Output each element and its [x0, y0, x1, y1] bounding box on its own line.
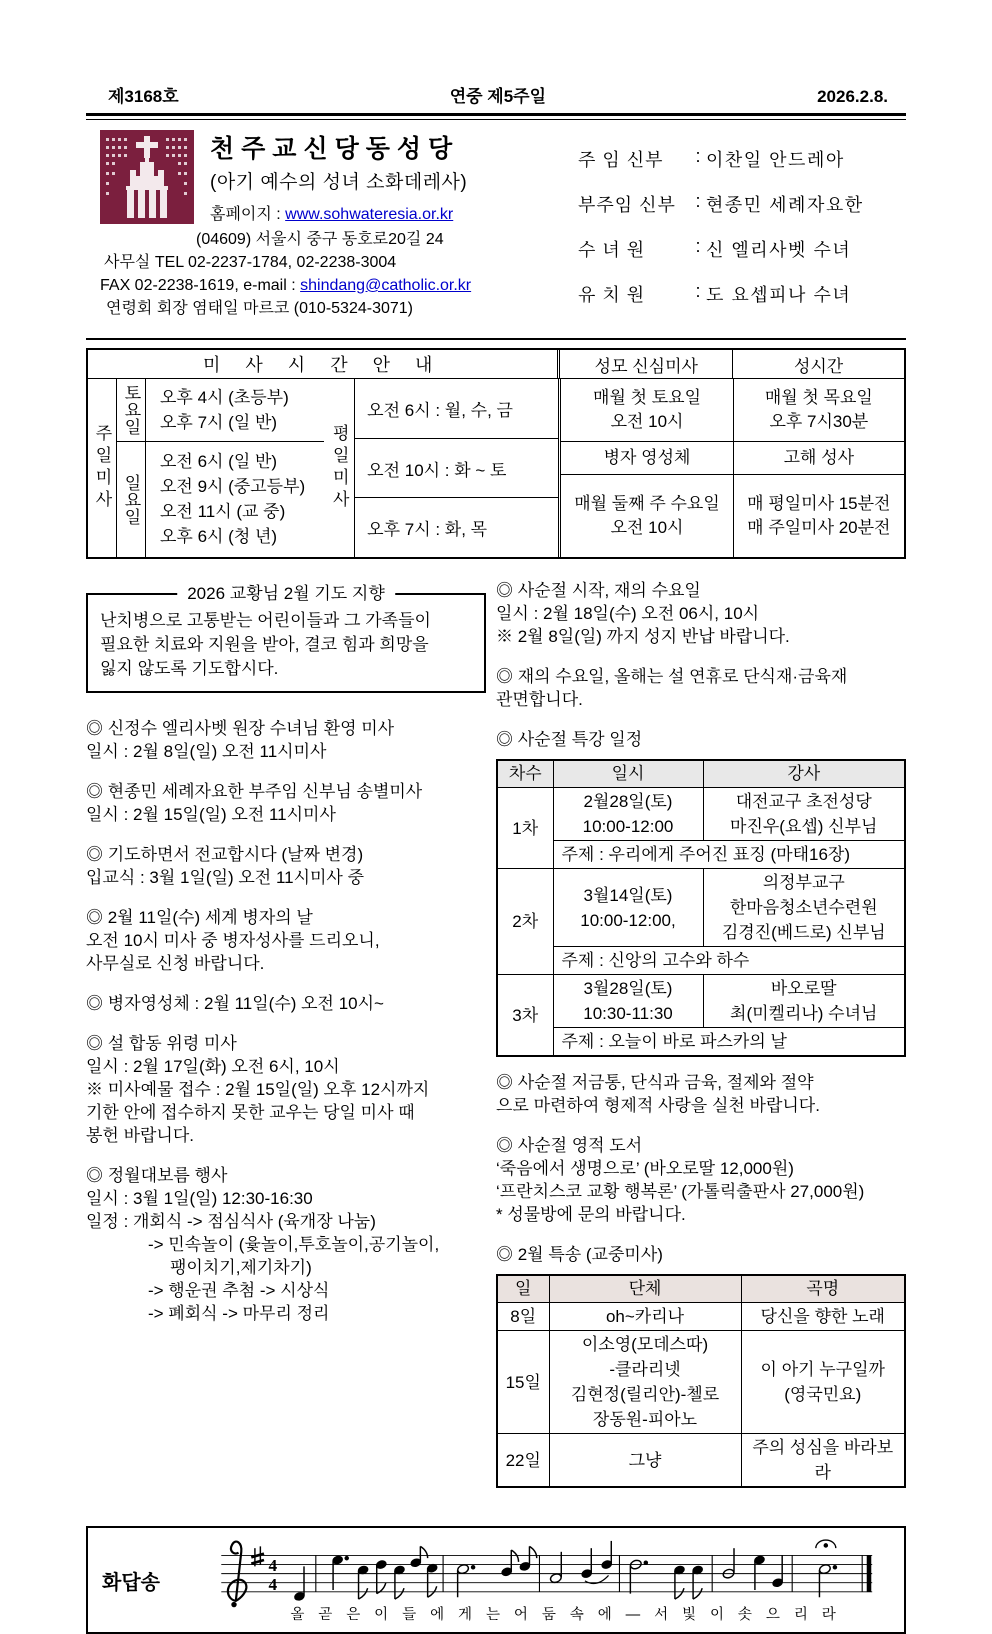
colon: :: [695, 236, 701, 256]
notice-line: -> 민속놀이 (윷놀이,투호놀이,공기놀이,: [148, 1235, 440, 1254]
holy-hour-header: 성시간: [793, 356, 844, 376]
song-title: 당신을 향한 노래: [741, 1303, 905, 1331]
staff-list: [578, 130, 906, 326]
notice-line: ※ 2월 8일(일) 까지 성지 반납 바랍니다.: [496, 627, 790, 646]
notice-line: 사무실로 신청 바랍니다.: [86, 954, 265, 973]
right-column: [496, 579, 906, 1502]
song-title: 이 아기 누구일까: [760, 1360, 885, 1379]
special-song-table: [496, 1274, 906, 1488]
lecture-time: 10:00-12:00: [582, 817, 674, 836]
notice-line: 팽이치기,제기차기): [170, 1258, 312, 1277]
notice-title: ◎ 재의 수요일, 올해는 설 연휴로 단식재·금육재: [496, 667, 848, 686]
svg-text:4: 4: [268, 1575, 278, 1594]
song-group: 장동원-피아노: [592, 1410, 698, 1429]
lecture-no: 2차: [497, 869, 553, 975]
mass-time: 오전 9시 (중고등부): [160, 477, 306, 497]
church-name: 천주교신당동성당: [210, 135, 460, 163]
responsorial-label: 화답송: [102, 1571, 160, 1594]
music-staff: [174, 1530, 894, 1630]
fax-email-line: [100, 274, 561, 297]
tel-line: 사무실 TEL 02-2237-1784, 02-2238-3004: [104, 254, 397, 271]
lecture-speaker: 대전교구 초전성당: [735, 792, 872, 811]
notice-welcome-mass: [86, 717, 486, 763]
mass-schedule-table: [86, 348, 906, 559]
notice-evangelize: [86, 843, 486, 889]
responsorial-box: [86, 1526, 906, 1634]
staff-name: 도 요셉피나 수녀: [706, 285, 852, 305]
notice-title: ◎ 정월대보름 행사: [86, 1166, 228, 1185]
left-column: [86, 579, 486, 1502]
notice-lunar-memorial-mass: [86, 1032, 486, 1147]
lecture-speaker: 의정부교구: [762, 873, 845, 892]
notice-title: ◎ 병자영성체 : 2월 11일(수) 오전 10시~: [86, 994, 384, 1013]
mass-time: 오전 6시 (일 반): [160, 452, 278, 472]
staff-name: 신 엘리사벳 수녀: [706, 240, 852, 260]
mass-time: 오후 6시 (청 년): [160, 527, 278, 547]
notice-world-sick-day: [86, 906, 486, 975]
song-title: (영국민요): [784, 1385, 862, 1404]
song-group: oh~카리나: [549, 1303, 741, 1331]
notice-lent-piggybank: [496, 1071, 906, 1117]
column-header: 일: [497, 1275, 549, 1303]
table-row: [497, 947, 905, 975]
staff-name: 이찬일 안드레아: [706, 150, 845, 170]
notice-ash-wednesday: [496, 665, 906, 711]
holyhour-row: 매월 첫 목요일: [764, 388, 873, 407]
staff-role: 주 임 신부: [578, 150, 664, 170]
staff-row: [578, 191, 906, 217]
notice-line: 일시 : 2월 8일(일) 오전 11시미사: [86, 742, 327, 761]
notice-line: 일정 : 개회식 -> 점심식사 (육개장 나눔): [86, 1212, 376, 1231]
season-title: 연중 제5주일: [449, 87, 547, 106]
notice-title: ◎ 사순절 영적 도서: [496, 1136, 643, 1155]
issue-number: 제3168호: [108, 87, 179, 106]
notice-line: 입교식 : 3월 1일(일) 오전 11시미사 중: [86, 868, 365, 887]
marian-row: 오전 10시: [610, 518, 684, 537]
mass-time: 오후 7시 (일 반): [160, 412, 278, 432]
contact-block: [86, 228, 561, 320]
notice-line: 일시 : 2월 17일(화) 오전 6시, 10시: [86, 1057, 340, 1076]
homepage-label: 홈페이지 :: [210, 206, 281, 223]
notice-title: ◎ 사순절 시작, 재의 수요일: [496, 581, 701, 600]
holyhour-row: 매 주일미사 20분전: [747, 518, 891, 537]
song-group: 김현정(릴리안)-첼로: [570, 1385, 720, 1404]
colon: :: [695, 191, 701, 211]
lecture-no: 3차: [497, 975, 553, 1057]
colon: :: [695, 146, 701, 166]
header-divider: [86, 338, 906, 340]
notice-line: 봉헌 바랍니다.: [86, 1126, 194, 1145]
lecture-date: 3월14일(토): [583, 885, 673, 905]
lecture-date: 2월28일(토): [583, 792, 673, 811]
marian-row: 매월 둘째 주 수요일: [574, 494, 720, 513]
lecture-topic: 주제 : 우리에게 주어진 표징 (마태16장): [553, 841, 905, 869]
column-header: 차수: [497, 760, 553, 788]
staff-role: 수 녀 원: [578, 240, 646, 260]
notice-lent-books: [496, 1134, 906, 1226]
table-row: [497, 788, 905, 841]
notice-title: ◎ 사순절 저금통, 단식과 금육, 절제와 절약: [496, 1073, 814, 1092]
lecture-time: 10:00-12:00,: [580, 910, 676, 930]
church-logo: [100, 130, 194, 224]
mass-time: 오후 7시 : 화, 목: [367, 520, 488, 540]
notice-line: 오전 10시 미사 중 병자성사를 드리오니,: [86, 931, 380, 950]
lent-lecture-table: [496, 759, 906, 1057]
lecture-speaker: 최(미켈리나) 수녀님: [730, 1004, 878, 1023]
fax-label: FAX 02-2238-1619, e-mail :: [100, 277, 296, 294]
notice-title: ◎ 2월 11일(수) 세계 병자의 날: [86, 908, 313, 927]
song-day: 22일: [497, 1434, 549, 1488]
holyhour-row: 오후 7시30분: [769, 412, 869, 431]
saturday-label: 토요일: [117, 379, 146, 441]
address-line: (04609) 서울시 중구 동호로20길 24: [196, 231, 444, 248]
notice-full-moon-event: [86, 1164, 486, 1325]
table-row: [497, 975, 905, 1028]
table-row: [497, 841, 905, 869]
weekday-mass-label: 평일미사: [324, 379, 355, 557]
song-day: 8일: [497, 1303, 549, 1331]
table-row: [497, 1434, 905, 1488]
notice-line: 기한 안에 접수하지 못한 교우는 당일 미사 때: [86, 1103, 415, 1122]
notice-title: ◎ 현종민 세례자요한 부주임 신부님 송별미사: [86, 782, 423, 801]
lecture-speaker: 한마음청소년수련원: [729, 898, 878, 917]
staff-row: [578, 281, 906, 307]
holyhour-row: 매 평일미사 15분전: [747, 494, 891, 513]
header: [86, 120, 906, 334]
notice-line: ‘프란치스코 교황 행복론’ (가톨릭출판사 27,000원): [496, 1182, 865, 1201]
marian-row: 오전 10시: [610, 412, 684, 431]
column-header: 강사: [703, 760, 905, 788]
sunday-label: 일요일: [117, 442, 146, 557]
notice-title: ◎ 사순절 특강 일정: [496, 730, 643, 749]
notice-feb-special-song: [496, 1243, 906, 1266]
bulletin-page: [86, 0, 906, 1634]
lecture-speaker: 김경진(베드로) 신부님: [721, 923, 886, 942]
song-title: 주의 성심을 바라보라: [741, 1434, 905, 1488]
column-header: 단체: [549, 1275, 741, 1303]
notice-line: 관면합니다.: [496, 690, 583, 709]
holy-hour-column: [734, 379, 904, 557]
pope-prayer-line: 난치병으로 고통받는 어린이들과 그 가족들이: [100, 611, 431, 630]
notice-line: -> 폐회식 -> 마무리 정리: [148, 1304, 330, 1323]
staff-role: 유 치 원: [578, 285, 646, 305]
homepage-row: [210, 201, 467, 224]
colon: :: [695, 281, 701, 301]
church-subtitle: (아기 예수의 성녀 소화데레사): [210, 172, 468, 193]
column-header: 일시: [553, 760, 703, 788]
table-row: [497, 1028, 905, 1057]
mass-time: 오후 4시 (초등부): [160, 387, 289, 407]
lecture-speaker: 바오로딸: [770, 979, 837, 998]
column-header: 곡명: [741, 1275, 905, 1303]
lecture-no: 1차: [497, 788, 553, 869]
song-group: 이소영(모데스따): [581, 1335, 709, 1354]
notice-line: 일시 : 3월 1일(일) 12:30-16:30: [86, 1189, 313, 1208]
marian-row: 매월 첫 토요일: [593, 388, 701, 407]
weekday-times: [355, 379, 558, 557]
email-link[interactable]: shindang@catholic.or.kr: [300, 277, 472, 294]
svg-text:4: 4: [268, 1555, 278, 1575]
masthead: [86, 82, 906, 107]
song-group: -클라리넷: [609, 1360, 681, 1379]
pope-prayer-title: 2026 교황님 2월 기도 지향: [177, 582, 395, 606]
notice-communion-sick: [86, 992, 486, 1015]
lecture-date: 3월28일(토): [583, 979, 673, 998]
notice-line: ‘죽음에서 생명으로’ (바오로딸 12,000원): [496, 1159, 794, 1178]
sunday-times: [146, 442, 324, 557]
table-row: [497, 1303, 905, 1331]
staff-row: [578, 146, 906, 172]
holyhour-row: 고해 성사: [734, 442, 904, 475]
staff-role: 부주임 신부: [578, 195, 676, 215]
notice-line: -> 행운권 추첨 -> 시상식: [148, 1281, 330, 1300]
mass-time: 오전 10시 : 화 ~ 토: [355, 439, 558, 499]
notice-title: ◎ 기도하면서 전교합시다 (날짜 변경): [86, 845, 364, 864]
pope-prayer-line: 필요한 치료와 지원을 받아, 결코 힘과 희망을: [100, 635, 429, 654]
song-day: 15일: [497, 1331, 549, 1434]
pope-prayer-line: 잃지 않도록 기도합시다.: [100, 659, 279, 678]
pope-prayer-box: [86, 584, 486, 693]
sharp-icon: [251, 1546, 264, 1566]
saturday-times: [146, 379, 324, 441]
marian-mass-header: 성모 신심미사: [557, 350, 733, 378]
notice-farewell-mass: [86, 780, 486, 826]
sunday-mass-label: 주일미사: [88, 379, 117, 557]
notice-line: 일시 : 2월 15일(일) 오전 11시미사: [86, 805, 336, 824]
masthead-divider: [86, 113, 906, 120]
lecture-topic: 주제 : 신앙의 고수와 하수: [553, 947, 905, 975]
society-line: 연령회 회장 염태일 마르코 (010-5324-3071): [106, 300, 413, 317]
notice-title: ◎ 설 합동 위령 미사: [86, 1034, 237, 1053]
table-row: [497, 1331, 905, 1434]
mass-table-title: 미 사 시 간 안 내: [203, 355, 443, 375]
notice-line: 일시 : 2월 18일(수) 오전 06시, 10시: [496, 604, 760, 623]
notice-line: * 성물방에 문의 바랍니다.: [496, 1205, 686, 1224]
homepage-link[interactable]: www.sohwateresia.or.kr: [285, 206, 454, 223]
mass-time: 오전 6시 : 월, 수, 금: [355, 379, 558, 439]
issue-date: 2026.2.8.: [817, 87, 888, 106]
lyrics-text: 올 곧 은 이 들 에 게 는 어 둠 속 에 ― 서 빛 이 솟 으 리 라: [290, 1607, 836, 1624]
table-row: [497, 869, 905, 947]
marian-row: 병자 영성체: [561, 442, 732, 475]
church-logo-icon: [100, 130, 194, 224]
notice-title: ◎ 신정수 엘리사벳 원장 수녀님 환영 미사: [86, 719, 395, 738]
lecture-time: 10:30-11:30: [583, 1004, 673, 1023]
mass-time: 오전 11시 (교 중): [160, 502, 286, 522]
staff-row: [578, 236, 906, 262]
treble-clef-icon: [228, 1542, 247, 1608]
church-identity: [86, 130, 561, 326]
notice-title: ◎ 2월 특송 (교중미사): [496, 1245, 663, 1264]
song-group: 그냥: [549, 1434, 741, 1488]
notice-line: ※ 미사예물 접수 : 2월 15일(일) 오후 12시까지: [86, 1080, 430, 1099]
notice-lent-start: [496, 579, 906, 648]
lecture-speaker: 마진우(요셉) 신부님: [730, 817, 878, 836]
lecture-topic: 주제 : 오늘이 바로 파스카의 날: [553, 1028, 905, 1057]
staff-name: 현종민 세례자요한: [706, 195, 864, 215]
marian-mass-column: [558, 379, 733, 557]
notice-lent-lecture: [496, 728, 906, 751]
notice-line: 으로 마련하여 형제적 사랑을 실천 바랍니다.: [496, 1096, 820, 1115]
